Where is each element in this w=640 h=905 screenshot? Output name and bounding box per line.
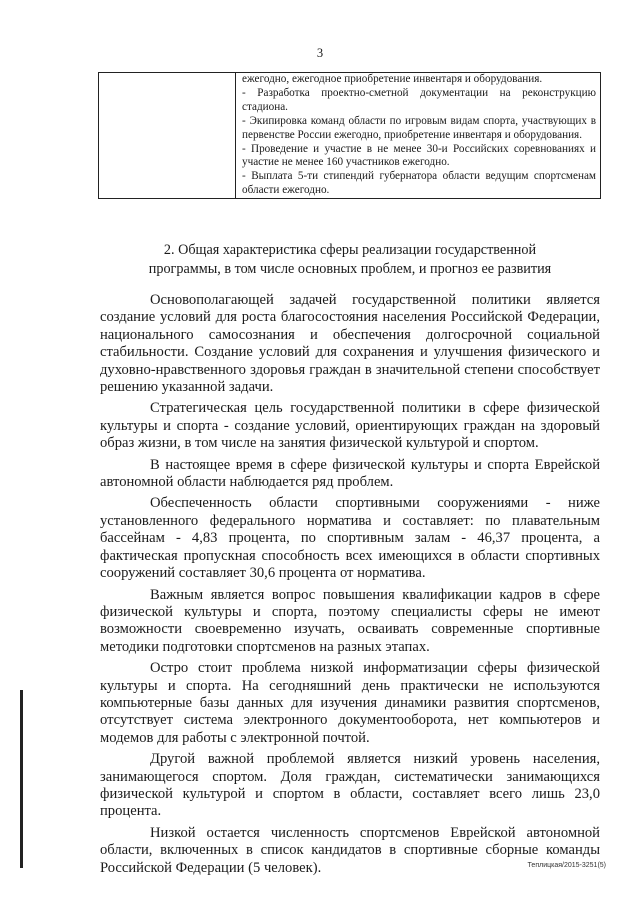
- table-item: ежегодно, ежегодное приобретение инвентаря и оборудования.: [242, 73, 543, 85]
- table-row: [99, 73, 601, 199]
- section-heading-line-1: 2. Общая характеристика сферы реализации государственной: [163, 242, 537, 258]
- footer-code: Теплицкая/2015-3251(5): [527, 862, 606, 869]
- paragraph: Остро стоит проблема низкой информатизации сферы физической культуры и спорта. На сегодняшний день практически не используются компьютерные базы данных для изучения динамики развития спортсменов, отсутствует система электронного документооборота, нет компьютеров и модемов для работы с электронной почтой.: [100, 660, 600, 746]
- table-cell-empty: [99, 73, 236, 199]
- table-cell-content: [236, 73, 601, 199]
- table-item: - Проведение и участие в не менее 30-и Российских соревнованиях и участие не менее 160 участников ежегодно.: [242, 142, 596, 169]
- page-number: 3: [316, 46, 324, 60]
- paragraph: В настоящее время в сфере физической культуры и спорта Еврейской автономной области наблюдается ряд проблем.: [100, 456, 600, 491]
- program-table: [98, 72, 601, 199]
- body-text: [100, 292, 600, 881]
- paragraph: Низкой остается численность спортсменов Еврейской автономной области, включенных в список кандидатов в спортивные сборные команды Российской Федерации (5 человек).: [100, 824, 600, 876]
- paragraph: Важным является вопрос повышения квалификации кадров в сфере физической культуры и спорта, поэтому специалисты сферы не имеют возможности своевременно изучать, осваивать современные спортивные методики подготовки спортсменов на разных этапах.: [100, 586, 600, 655]
- paragraph: Обеспеченность области спортивными сооружениями - ниже установленного федерального норматива и составляет: по плавательным бассейнам - 4,83 процента, по спортивным залам - 46,37 процента, а фактическая пропускная способность всех имеющихся в области спортивных сооружений составляет 30,6 процента от норматива.: [100, 495, 600, 582]
- section-heading-line-2: программы, в том числе основных проблем, и прогноз ее развития: [148, 260, 552, 277]
- table-item: - Выплата 5-ти стипендий губернатора области ведущим спортсменам области ежегодно.: [242, 170, 596, 197]
- paragraph: Стратегическая цель государственной политики в сфере физической культуры и спорта - создание условий, ориентирующих граждан на здоровый образ жизни, в том числе на занятия физической культурой и спортом.: [100, 400, 600, 452]
- paragraph: Основополагающей задачей государственной политики является создание условий для роста благосостояния населения Российской Федерации, национального самосознания и обеспечения долгосрочной социальной стабильности. Создание условий для сохранения и улучшения физического и духовно-нравственного здоровья граждан в значительной степени способствует решению указанной задачи.: [100, 292, 600, 396]
- table-item: - Разработка проектно-сметной документации на реконструкцию стадиона.: [242, 86, 596, 113]
- table-item: - Экипировка команд области по игровым видам спорта, участвующих в первенстве России ежегодно, приобретение инвентаря и оборудования.: [242, 114, 596, 141]
- paragraph: Другой важной проблемой является низкий уровень населения, занимающегося спортом. Доля граждан, систематически занимающихся физической культурой и спортом в области, составляет всего лишь 23,0 процента.: [100, 751, 600, 820]
- section-heading: [110, 241, 590, 278]
- scan-margin-bar: [20, 690, 23, 868]
